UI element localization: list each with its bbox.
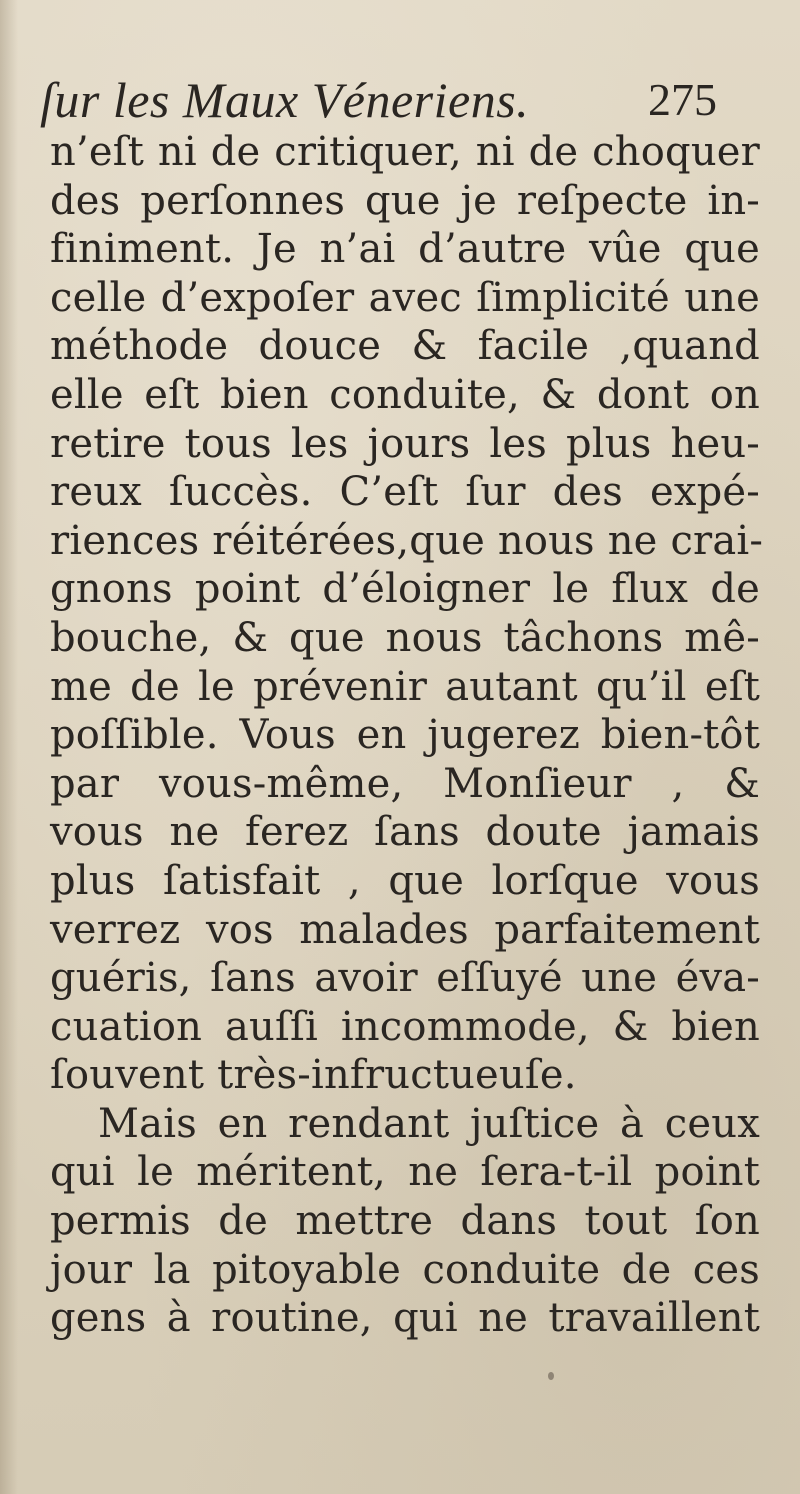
- text-line: des perſonnes que je reſpecte in-: [50, 177, 760, 224]
- text-line: méthode douce & facile ,quand: [50, 323, 760, 370]
- text-line: plus ſatisfait , que lorſque vous: [50, 857, 760, 904]
- text-line: celle d’expoſer avec ſimplicité une: [50, 274, 760, 321]
- text-line: ſouvent très-infructueuſe.: [50, 1052, 577, 1099]
- text-line: elle eſt bien conduite, & dont on: [50, 371, 760, 418]
- text-line: bouche, & que nous tâchons mê-: [50, 614, 760, 661]
- text-line: gens à routine, qui ne travaillent: [50, 1295, 760, 1342]
- text-line: vous ne ferez ſans doute jamais: [50, 809, 760, 856]
- running-title: ſur les Maux Véneriens.: [40, 72, 530, 128]
- text-line: par vous-même, Monſieur , &: [50, 760, 760, 807]
- text-line: riences réitérées,que nous ne crai-: [50, 517, 764, 564]
- text-line: gnons point d’éloigner le flux de: [50, 566, 760, 613]
- text-line: reux ſuccès. C’eſt ſur des expé-: [50, 469, 760, 516]
- paper-speck: [548, 1372, 554, 1380]
- text-line: qui le méritent, ne ſera-t-il point: [50, 1149, 760, 1196]
- text-line: poſſible. Vous en jugerez bien-tôt: [50, 712, 760, 759]
- text-line: Mais en rendant juſtice à ceux: [98, 1100, 760, 1147]
- text-line: finiment. Je n’ai d’autre vûe que: [50, 226, 760, 273]
- text-line: me de le prévenir autant qu’il eſt: [50, 663, 760, 710]
- text-line: retire tous les jours les plus heu-: [50, 420, 760, 467]
- text-line: cuation auſſi incommode, & bien: [50, 1003, 760, 1050]
- body-text: [50, 128, 764, 1343]
- text-line: permis de mettre dans tout ſon: [50, 1198, 760, 1245]
- text-line: guéris, ſans avoir eſſuyé une éva-: [50, 955, 760, 1002]
- text-line: verrez vos malades parfaitement: [50, 906, 760, 953]
- page-header: [40, 70, 760, 130]
- page-number: 275: [648, 74, 717, 125]
- text-line: n’eſt ni de critiquer, ni de choquer: [50, 129, 760, 175]
- page-gutter-shadow: [0, 0, 18, 1494]
- text-line: jour la pitoyable conduite de ces: [50, 1246, 760, 1293]
